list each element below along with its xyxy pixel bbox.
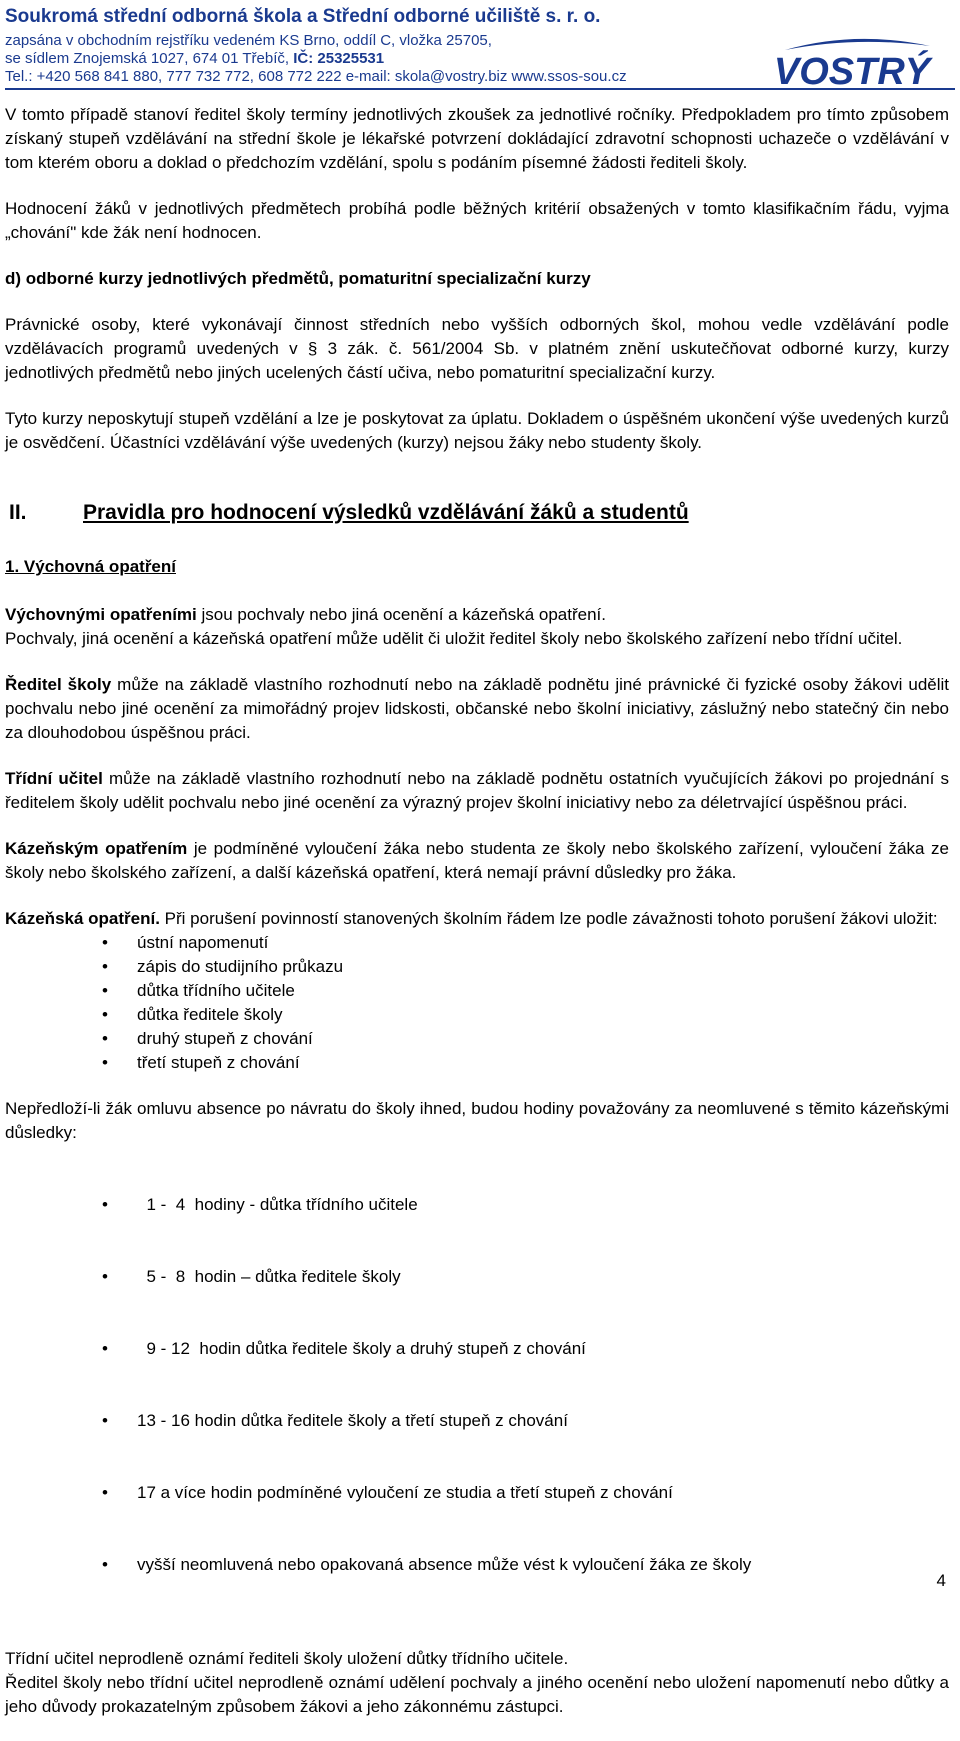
list-item: • důtka ředitele školy xyxy=(5,1003,949,1027)
list-item: • 9 - 12 hodin důtka ředitele školy a druhý stupeň z chování xyxy=(5,1337,949,1361)
contact-line: Tel.: +420 568 841 880, 777 732 772, 608 772 222 e-mail: skola@vostry.biz www.ssos-sou.cz xyxy=(5,68,627,85)
list-item: • 1 - 4 hodiny - důtka třídního učitele xyxy=(5,1193,949,1217)
logo-text: VOSTRÝ xyxy=(773,51,931,88)
term-measures: Výchovnými opatřeními xyxy=(5,605,197,624)
list-item: • zápis do studijního průkazu xyxy=(5,955,949,979)
list-item: • ústní napomenutí xyxy=(5,931,949,955)
address-line xyxy=(5,50,384,67)
list-disciplinary-measures xyxy=(5,931,949,1075)
page-number: 4 xyxy=(936,1571,946,1590)
section-heading xyxy=(5,501,949,525)
term-class-teacher: Třídní učitel xyxy=(5,769,103,788)
vostry-logo xyxy=(765,34,940,88)
list-item: • 17 a více hodin podmíněné vyloučení ze studia a třetí stupeň z chování xyxy=(5,1481,949,1505)
document-body xyxy=(5,103,949,1741)
term-disciplinary-measure: Kázeňským opatřením xyxy=(5,839,188,858)
paragraph-disciplinary-measures: Kázeňská opatření. Při porušení povinností stanovených školním řádem lze podle závažnosti tohoto porušení žákovi uložit: xyxy=(5,909,938,928)
list-item: • vyšší neomluvená nebo opakovaná absence může vést k vyloučení žáka ze školy xyxy=(5,1553,949,1577)
paragraph-class-teacher: Třídní učitel může na základě vlastního rozhodnutí nebo na základě podnětu ostatních vyučujících žákovi po projednání s ředitelem školy udělit pochvalu nebo jiné ocenění za výrazný projev školní iniciativy nebo za déletrvající úspěšnou práci. xyxy=(5,769,949,812)
paragraph-course-fees: Tyto kurzy neposkytují stupeň vzdělání a lze je poskytovat za úplatu. Dokladem o úspěšném ukončení výše uvedených kurzů je osvědčení. Účastníci vzdělávání výše uvedených (kurzy) nejsou žáky nebo studenty školy. xyxy=(5,409,949,452)
company-id: IČ: 25325531 xyxy=(293,50,385,67)
paragraph-exam-terms: V tomto případě stanoví ředitel školy termíny jednotlivých zkoušek za jednotlivé ročníky. Předpokladem pro tímto způsobem získaný stupeň vzdělávání na střední škole je lékařské potvrzení dokládající zdravotní schopnosti uchazeče o vzdělávání v tom kterém oboru a doklad o předchozím vzdělání, spolu s podáním písemné žádosti řediteli školy. xyxy=(5,105,949,172)
paragraph-measures-definition: Výchovnými opatřeními jsou pochvaly nebo jiná ocenění a kázeňská opatření. xyxy=(5,605,607,624)
address-text: se sídlem Znojemská 1027, 674 01 Třebíč, xyxy=(5,50,290,67)
paragraph-disciplinary-measure: Kázeňským opatřením je podmíněné vyloučení žáka nebo studenta ze školy nebo školského zařízení, vyloučení žáka ze školy nebo školského zařízení, a další kázeňská opatření, která nemají právní důsledky pro žáka. xyxy=(5,839,949,882)
paragraph-teacher-notice: Třídní učitel neprodleně oznámí řediteli školy uložení důtky třídního učitele. xyxy=(5,1649,569,1668)
paragraph-absence: Nepředloží-li žák omluvu absence po návratu do školy ihned, budou hodiny považovány za neomluvené s těmito kázeňskými důsledky: xyxy=(5,1099,949,1142)
paragraph-legal-entities: Právnické osoby, které vykonávají činnost středních nebo vyšších odborných škol, mohou vedle vzdělávání podle vzdělávacích programů uvedených v § 3 zák. č. 561/2004 Sb. v platném znění uskutečňovat odborné kurzy, kurzy jednotlivých předmětů nebo jiných ucelených částí učiva, nebo pomaturitní specializační kurzy. xyxy=(5,315,949,382)
list-item: • 13 - 16 hodin důtka ředitele školy a třetí stupeň z chování xyxy=(5,1409,949,1433)
section-title: Pravidla pro hodnocení výsledků vzdělávání žáků a studentů xyxy=(83,501,689,524)
subheading-courses: d) odborné kurzy jednotlivých předmětů, pomaturitní specializační kurzy xyxy=(5,269,591,288)
school-name: Soukromá střední odborná škola a Střední odborné učiliště s. r. o. xyxy=(5,6,601,27)
term-disciplinary-measures: Kázeňská opatření. xyxy=(5,909,160,928)
list-item: • třetí stupeň z chování xyxy=(5,1051,949,1075)
subheading-educational-measures: 1. Výchovná opatření xyxy=(5,557,176,576)
header-divider xyxy=(5,88,955,90)
paragraph-evaluation: Hodnocení žáků v jednotlivých předmětech probíhá podle běžných kritérií obsažených v tomto klasifikačním řádu, vyjma „chování" kde žák není hodnocen. xyxy=(5,199,949,242)
letterhead xyxy=(5,4,955,86)
paragraph-director-notice: Ředitel školy nebo třídní učitel neprodleně oznámí udělení pochvaly a jiného ocenění nebo uložení napomenutí nebo důtky a jeho důvody prokazatelným způsobem žákovi a jeho zákonnému zástupci. xyxy=(5,1673,949,1716)
registry-line: zapsána v obchodním rejstříku vedeném KS Brno, oddíl C, vložka 25705, xyxy=(5,32,492,49)
list-item: • 5 - 8 hodin – důtka ředitele školy xyxy=(5,1265,949,1289)
section-number: II. xyxy=(9,501,27,524)
paragraph-director: Ředitel školy může na základě vlastního rozhodnutí nebo na základě podnětu jiné právnické či fyzické osoby žákovi udělit pochvalu nebo jiné ocenění za mimořádný projev lidskosti, občanské nebo školní iniciativy, záslužný nebo statečný čin nebo za dlouhodobou úspěšnou práci. xyxy=(5,675,950,742)
paragraph-who-grants: Pochvaly, jiná ocenění a kázeňská opatření může udělit či uložit ředitel školy nebo školského zařízení nebo třídní učitel. xyxy=(5,629,903,648)
list-item: • druhý stupeň z chování xyxy=(5,1027,949,1051)
list-absence-consequences xyxy=(5,1145,949,1625)
list-item: • důtka třídního učitele xyxy=(5,979,949,1003)
term-director: Ředitel školy xyxy=(5,675,112,694)
